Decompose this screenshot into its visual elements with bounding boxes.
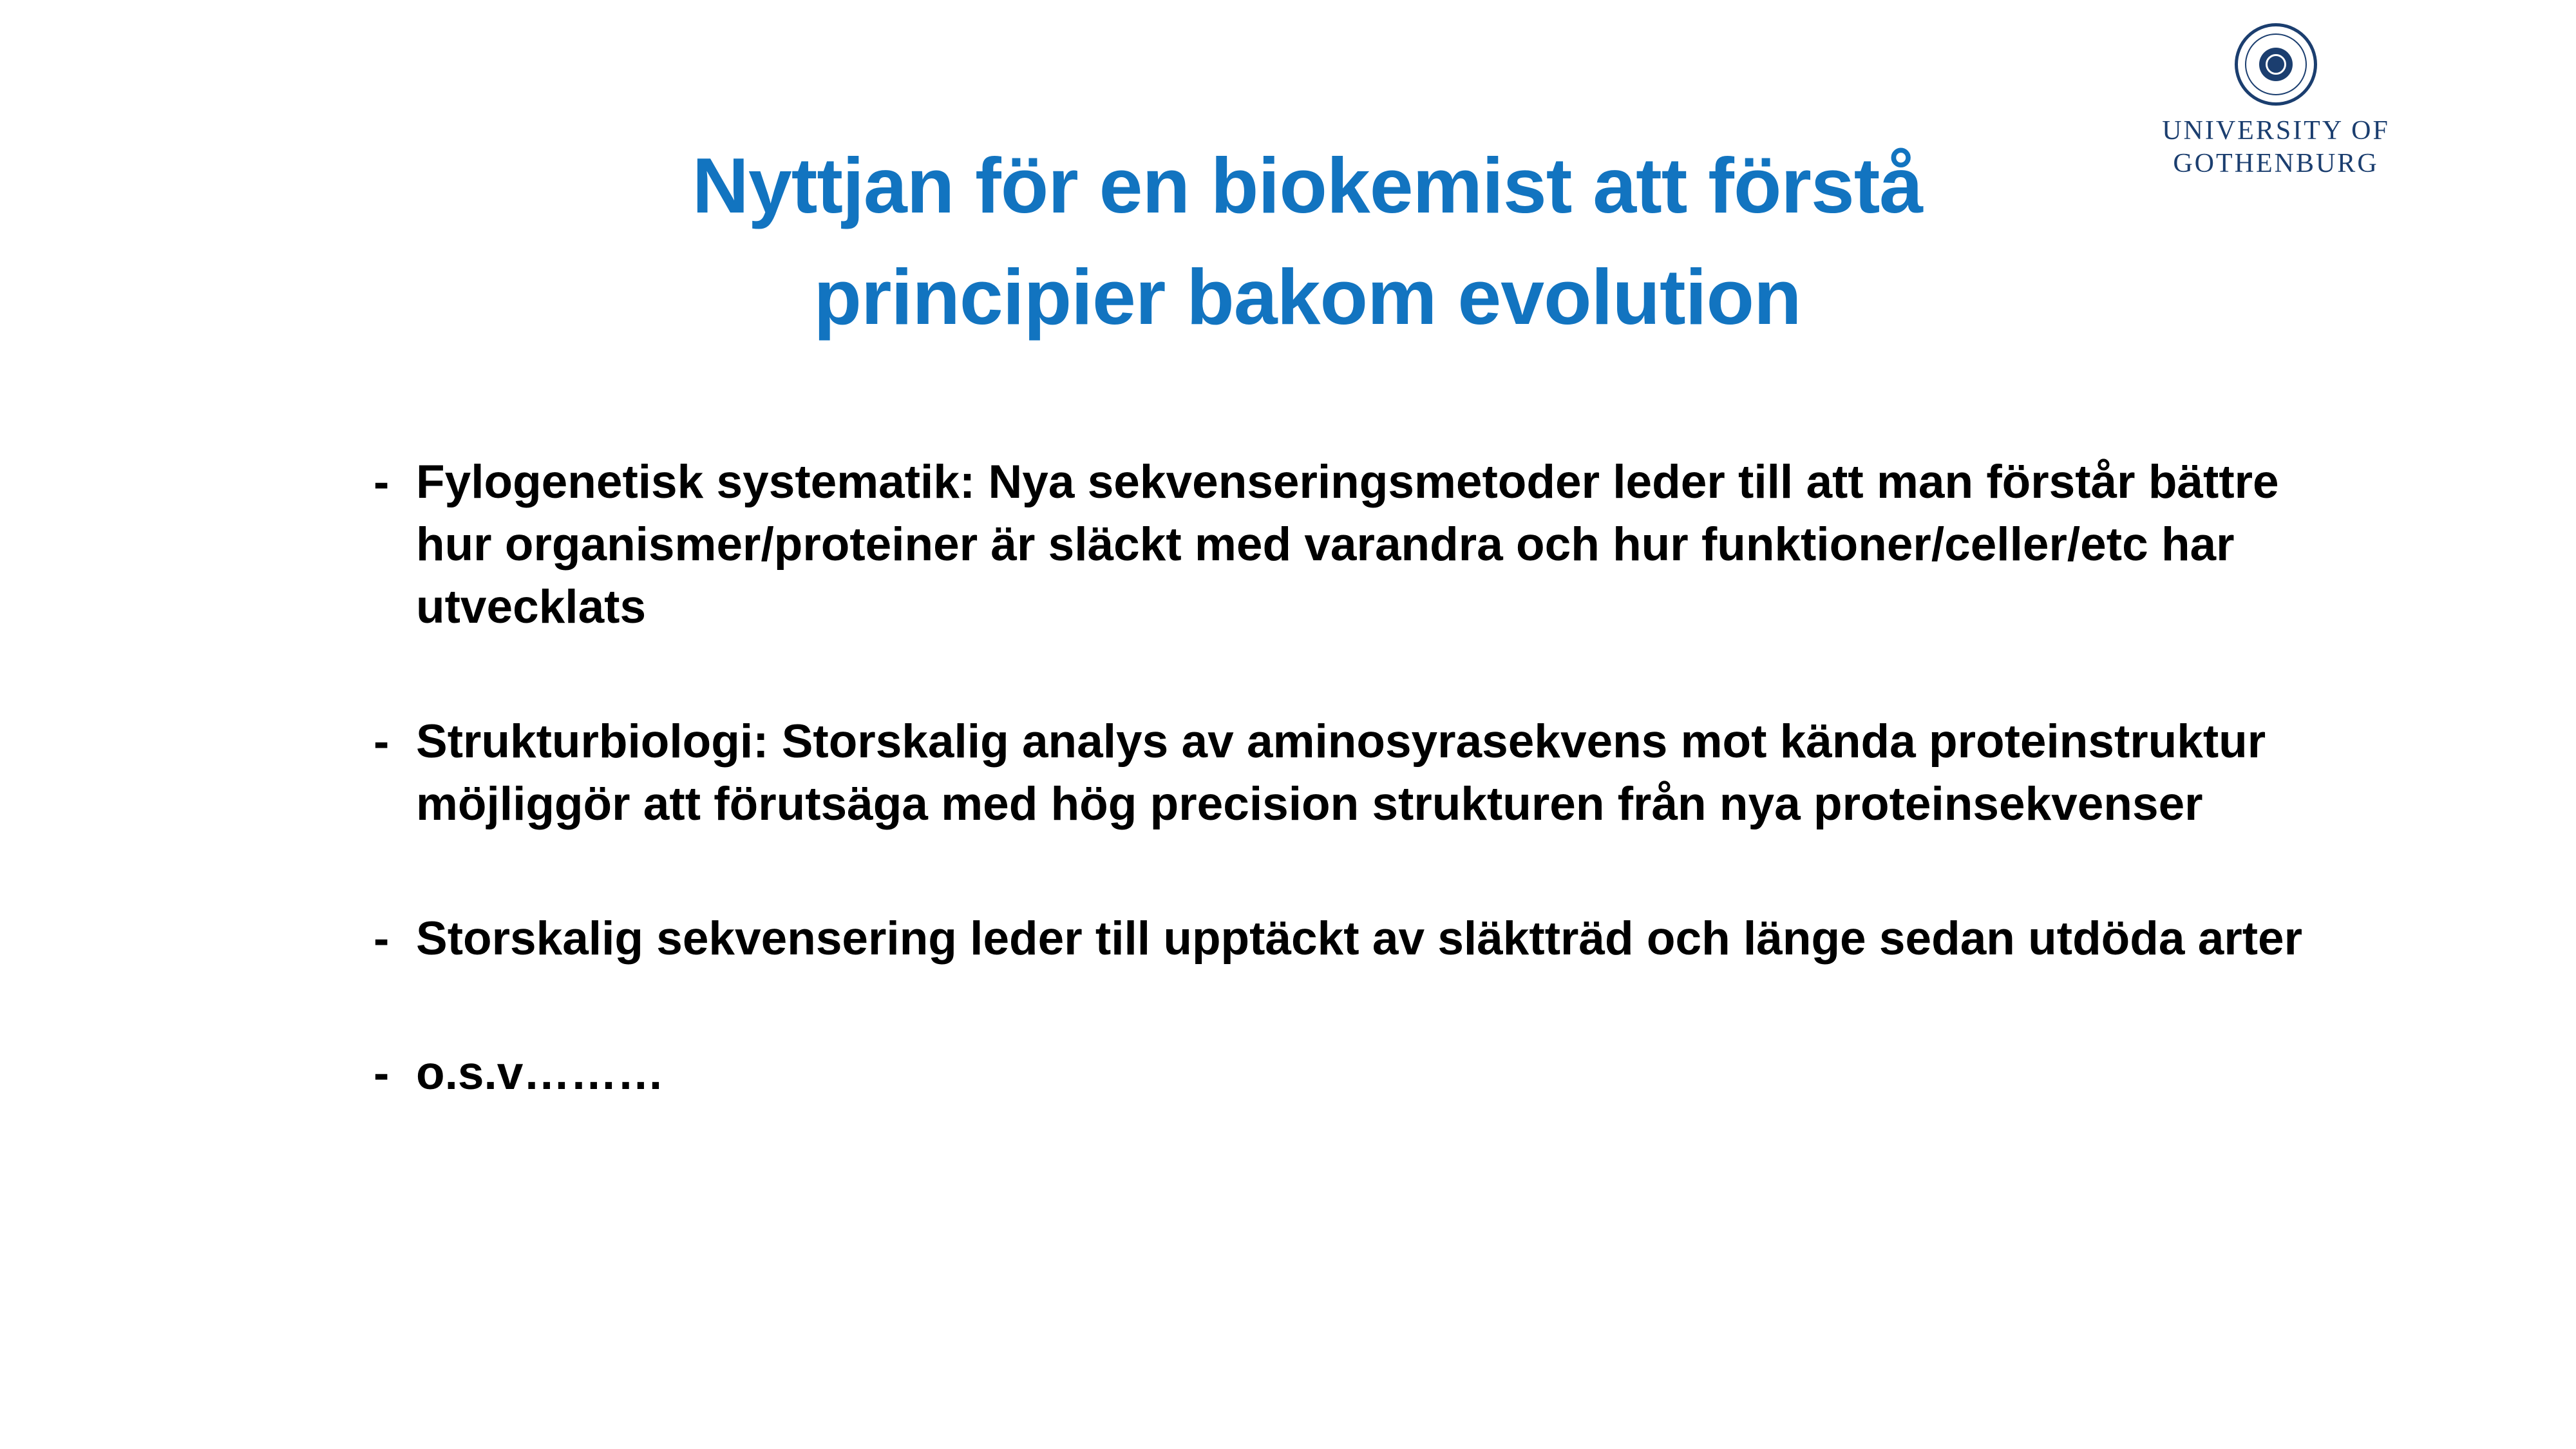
slide-title-line1: Nyttjan för en biokemist att förstå xyxy=(692,141,1923,229)
bullet-marker-icon: - xyxy=(374,1047,390,1100)
university-seal-icon xyxy=(2235,23,2317,106)
logo-wordmark-line2: GOTHENBURG xyxy=(2173,149,2379,179)
bullet-marker-icon: - xyxy=(374,715,390,768)
list-item xyxy=(374,710,2325,835)
list-item-text: Storskalig sekvensering leder till upptäckt av släktträd och länge sedan utdöda arter xyxy=(416,913,2303,965)
bullet-marker-icon: - xyxy=(374,913,390,965)
list-item xyxy=(374,907,2325,970)
list-item-text: Fylogenetisk systematik: Nya sekvenseringsmetoder leder till att man förstår bättre hur organismer/proteiner är släckt med varandra och hur funktioner/celler/etc har utvecklats xyxy=(416,456,2279,634)
slide-title-line2: principier bakom evolution xyxy=(813,252,1801,341)
logo-wordmark-line1: UNIVERSITY OF xyxy=(2162,116,2390,146)
list-item-text: Strukturbiologi: Storskalig analys av aminosyrasekvens mot kända proteinstruktur möjliggör att förutsäga med hög precision strukturen från nya proteinsekvenser xyxy=(416,715,2266,831)
list-item xyxy=(374,1042,2325,1104)
bullet-list xyxy=(374,451,2325,1105)
slide-title xyxy=(277,130,2338,353)
list-item xyxy=(374,451,2325,638)
bullet-marker-icon: - xyxy=(374,456,390,508)
seal-emblem-icon xyxy=(2259,48,2293,81)
list-item-text: o.s.v……… xyxy=(416,1047,665,1100)
